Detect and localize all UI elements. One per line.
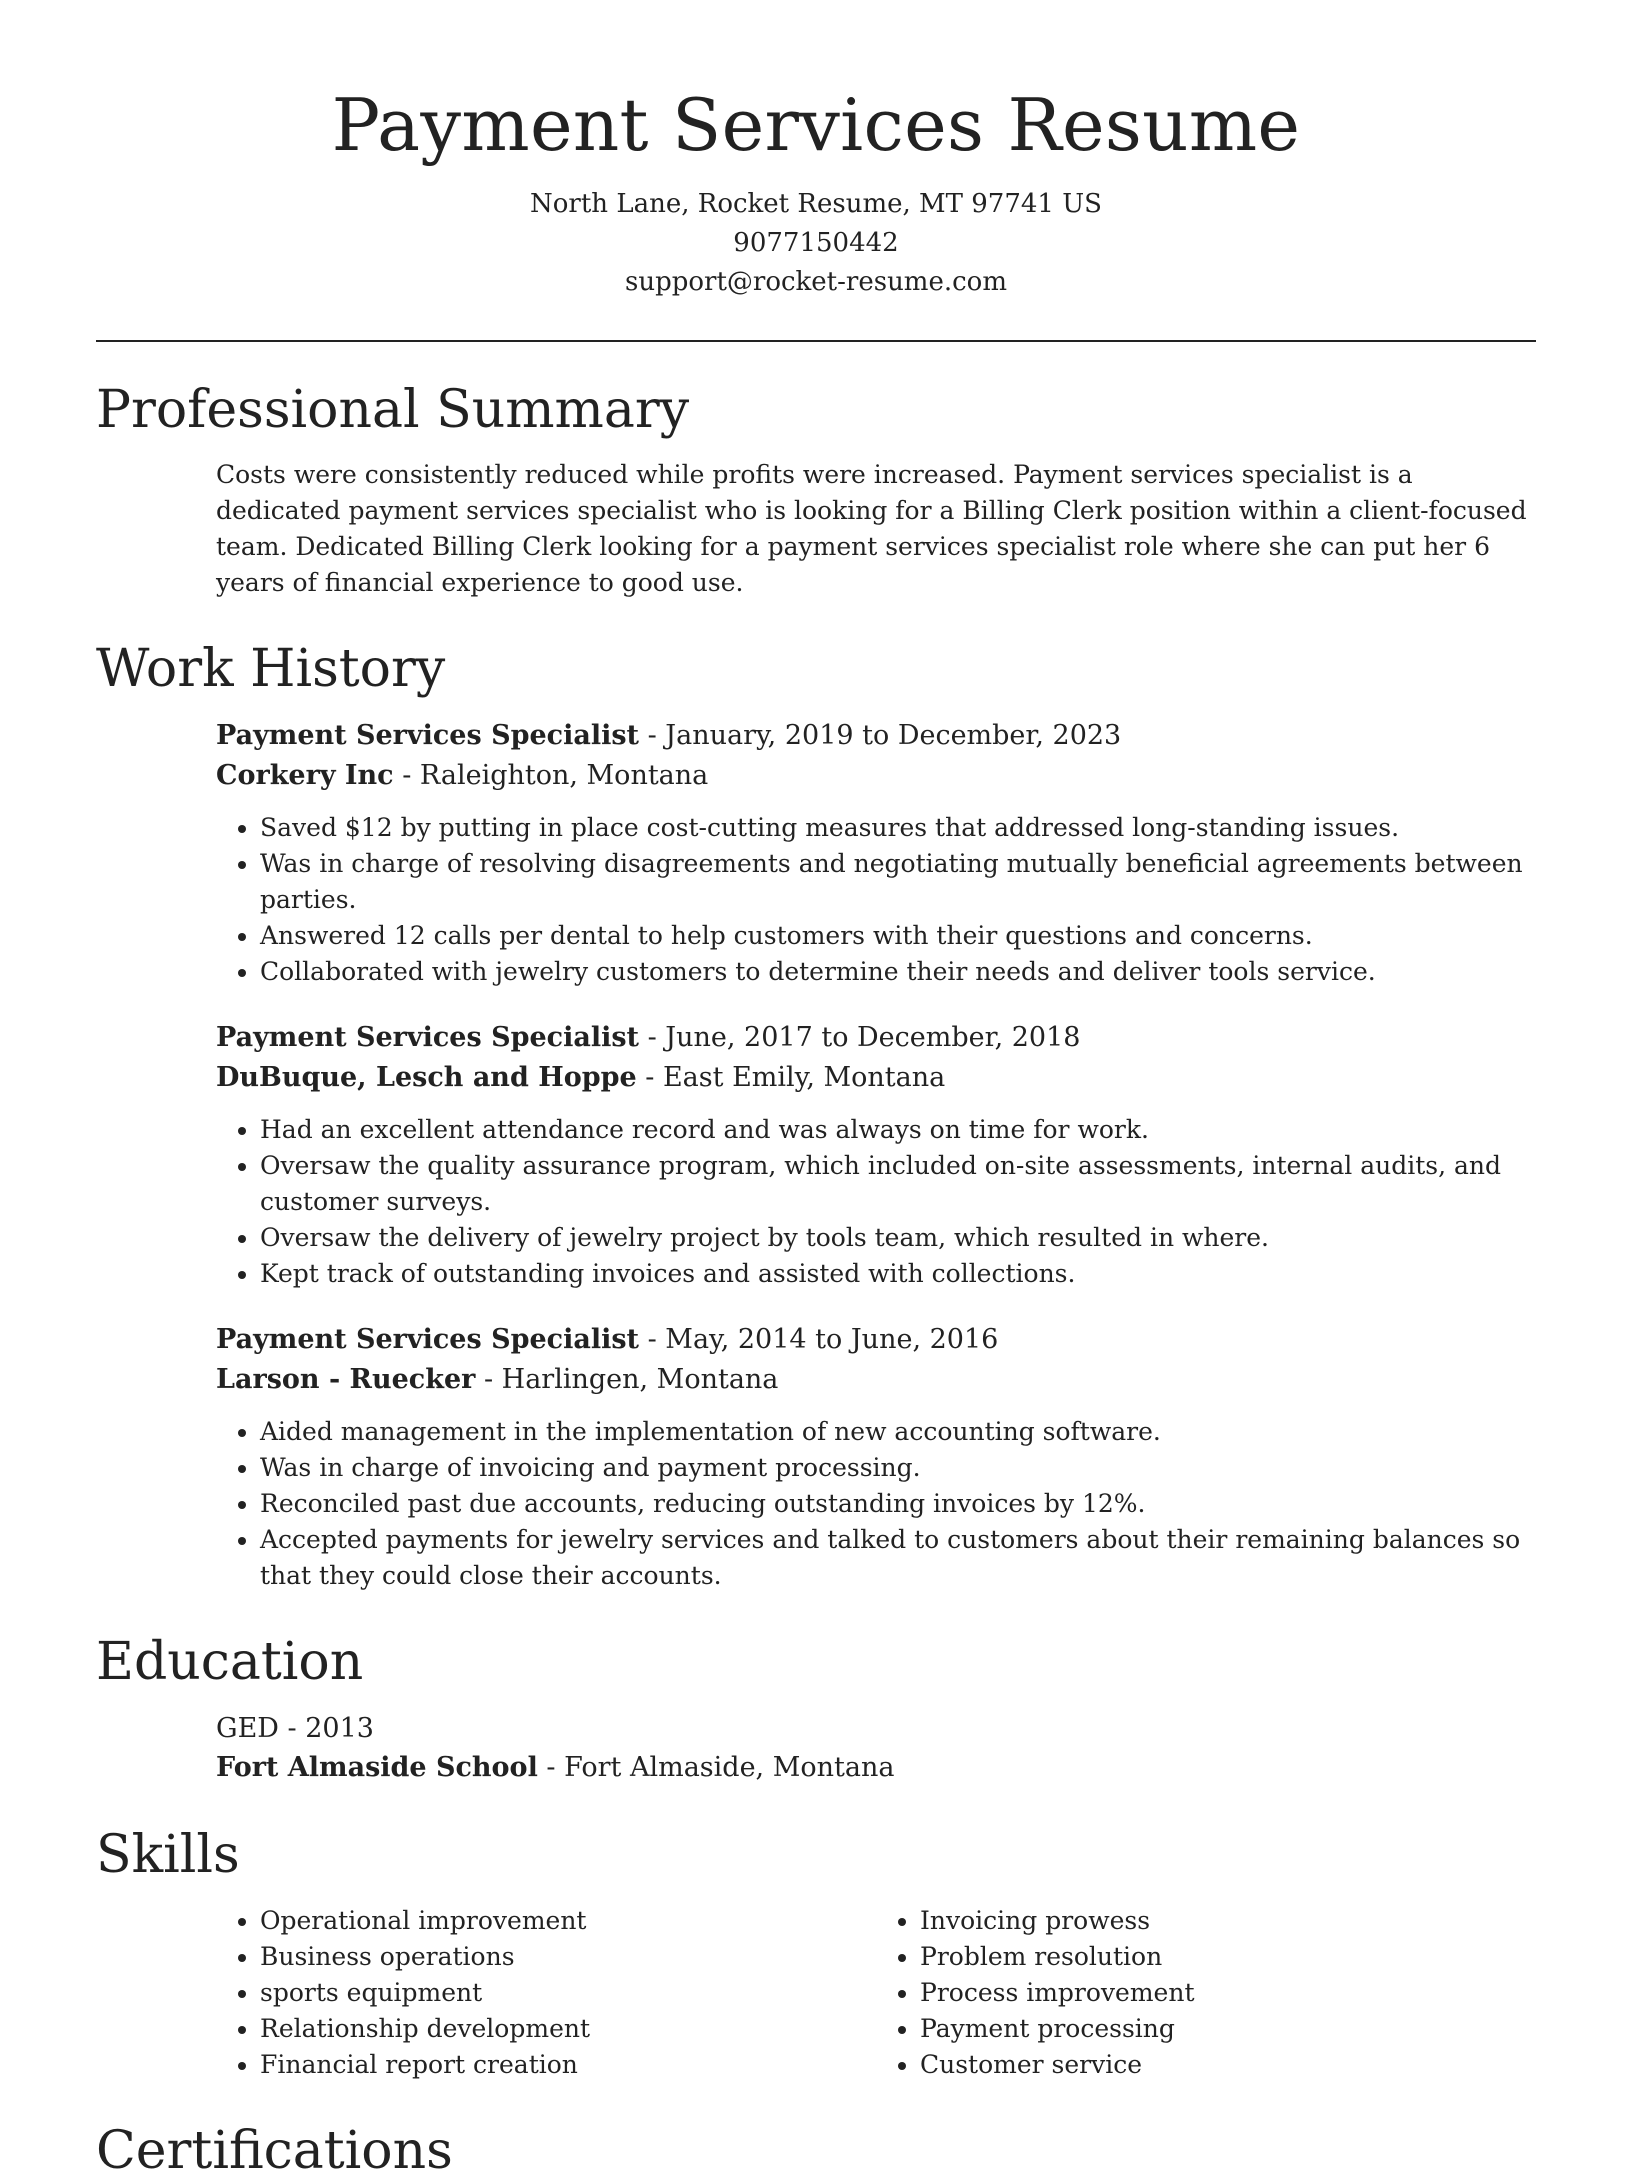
- skill-item: • Problem resolution: [920, 1939, 1536, 1975]
- job-bullet: • Reconciled past due accounts, reducing outstanding invoices by 12%.: [260, 1486, 1536, 1522]
- job-title-line: [216, 1320, 1536, 1360]
- job-company-line: [216, 1360, 1536, 1400]
- job-bullets: [216, 810, 1536, 990]
- job-company: DuBuque, Lesch and Hoppe: [216, 1062, 637, 1094]
- job-company: Corkery Inc: [216, 760, 394, 792]
- job-bullet: • Oversaw the delivery of jewelry project by tools team, which resulted in where.: [260, 1220, 1536, 1256]
- job-title: Payment Services Specialist: [216, 1324, 640, 1356]
- job-entry: [216, 716, 1536, 990]
- education-location: - Fort Almaside, Montana: [537, 1752, 895, 1784]
- job-company-line: [216, 1058, 1536, 1098]
- header-divider: [96, 340, 1536, 342]
- skill-item: • Operational improvement: [260, 1903, 876, 1939]
- job-location: - Raleighton, Montana: [393, 760, 709, 792]
- job-bullet: • Had an excellent attendance record and was always on time for work.: [260, 1112, 1536, 1148]
- resume-header: [0, 0, 1632, 302]
- job-bullet: • Was in charge of resolving disagreements and negotiating mutually beneficial agreements between parties.: [260, 846, 1536, 918]
- job-dates: - May, 2014 to June, 2016: [639, 1324, 999, 1356]
- job-dates: - January, 2019 to December, 2023: [639, 720, 1122, 752]
- section-title-work: Work History: [96, 638, 446, 699]
- skill-item: • Financial report creation: [260, 2047, 876, 2083]
- job-bullets: [216, 1112, 1536, 1292]
- job-title-line: [216, 716, 1536, 756]
- section-title-summary: Professional Summary: [96, 379, 690, 440]
- job-bullet: • Oversaw the quality assurance program, which included on-site assessments, internal audits, and customer surveys.: [260, 1148, 1536, 1220]
- job-bullet: • Saved $12 by putting in place cost-cutting measures that addressed long-standing issues.: [260, 810, 1536, 846]
- summary-text: Costs were consistently reduced while profits were increased. Payment services specialist is a dedicated payment services specialist who is looking for a Billing Clerk position within a client-focused team. Dedicated Billing Clerk looking for a payment services specialist role where she can put her 6 years of financial experience to good use.: [216, 459, 1527, 597]
- section-title-skills: Skills: [96, 1825, 240, 1886]
- education-school-line: [216, 1748, 1536, 1787]
- job-entry: [216, 1320, 1536, 1594]
- skills-section: [96, 1903, 1536, 2083]
- job-location: - Harlingen, Montana: [475, 1364, 779, 1396]
- job-title-line: [216, 1018, 1536, 1058]
- address: North Lane, Rocket Resume, MT 97741 US: [530, 188, 1102, 219]
- contact-info: [0, 185, 1632, 302]
- skill-item: • sports equipment: [260, 1975, 876, 2011]
- section-title-education: Education: [96, 1632, 364, 1693]
- education-degree: GED: [216, 1713, 279, 1745]
- skill-item: • Payment processing: [920, 2011, 1536, 2047]
- job-bullet: • Kept track of outstanding invoices and assisted with collections.: [260, 1256, 1536, 1292]
- skill-item: • Business operations: [260, 1939, 876, 1975]
- job-location: - East Emily, Montana: [636, 1062, 946, 1094]
- skill-item: • Relationship development: [260, 2011, 876, 2047]
- skills-column-left: [216, 1903, 876, 2083]
- resume-title: Payment Services Resume: [331, 83, 1301, 167]
- phone: 9077150442: [733, 227, 899, 258]
- job-company: Larson - Ruecker: [216, 1364, 476, 1396]
- job-bullet: • Aided management in the implementation of new accounting software.: [260, 1414, 1536, 1450]
- education-degree-line: [216, 1709, 1536, 1748]
- skill-item: • Customer service: [920, 2047, 1536, 2083]
- section-title-certifications: Certifications: [96, 2120, 453, 2181]
- skill-item: • Invoicing prowess: [920, 1903, 1536, 1939]
- job-entry: [216, 1018, 1536, 1292]
- job-title: Payment Services Specialist: [216, 1022, 640, 1054]
- job-bullet: • Answered 12 calls per dental to help customers with their questions and concerns.: [260, 918, 1536, 954]
- skill-item: • Process improvement: [920, 1975, 1536, 2011]
- job-bullets: [216, 1414, 1536, 1594]
- resume-content: [0, 379, 1632, 2181]
- education-year: - 2013: [278, 1713, 374, 1745]
- job-title: Payment Services Specialist: [216, 720, 640, 752]
- work-history-section: [96, 716, 1536, 1594]
- job-bullet: • Was in charge of invoicing and payment processing.: [260, 1450, 1536, 1486]
- email: support@rocket-resume.com: [624, 266, 1007, 297]
- education-school: Fort Almaside School: [216, 1752, 538, 1784]
- skills-column-right: [876, 1903, 1536, 2083]
- job-bullet: • Collaborated with jewelry customers to determine their needs and deliver tools service.: [260, 954, 1536, 990]
- job-dates: - June, 2017 to December, 2018: [639, 1022, 1081, 1054]
- job-company-line: [216, 756, 1536, 796]
- education-section: [96, 1709, 1536, 1787]
- job-bullet: • Accepted payments for jewelry services and talked to customers about their remaining balances so that they could close their accounts.: [260, 1522, 1536, 1594]
- summary-section: [96, 457, 1536, 601]
